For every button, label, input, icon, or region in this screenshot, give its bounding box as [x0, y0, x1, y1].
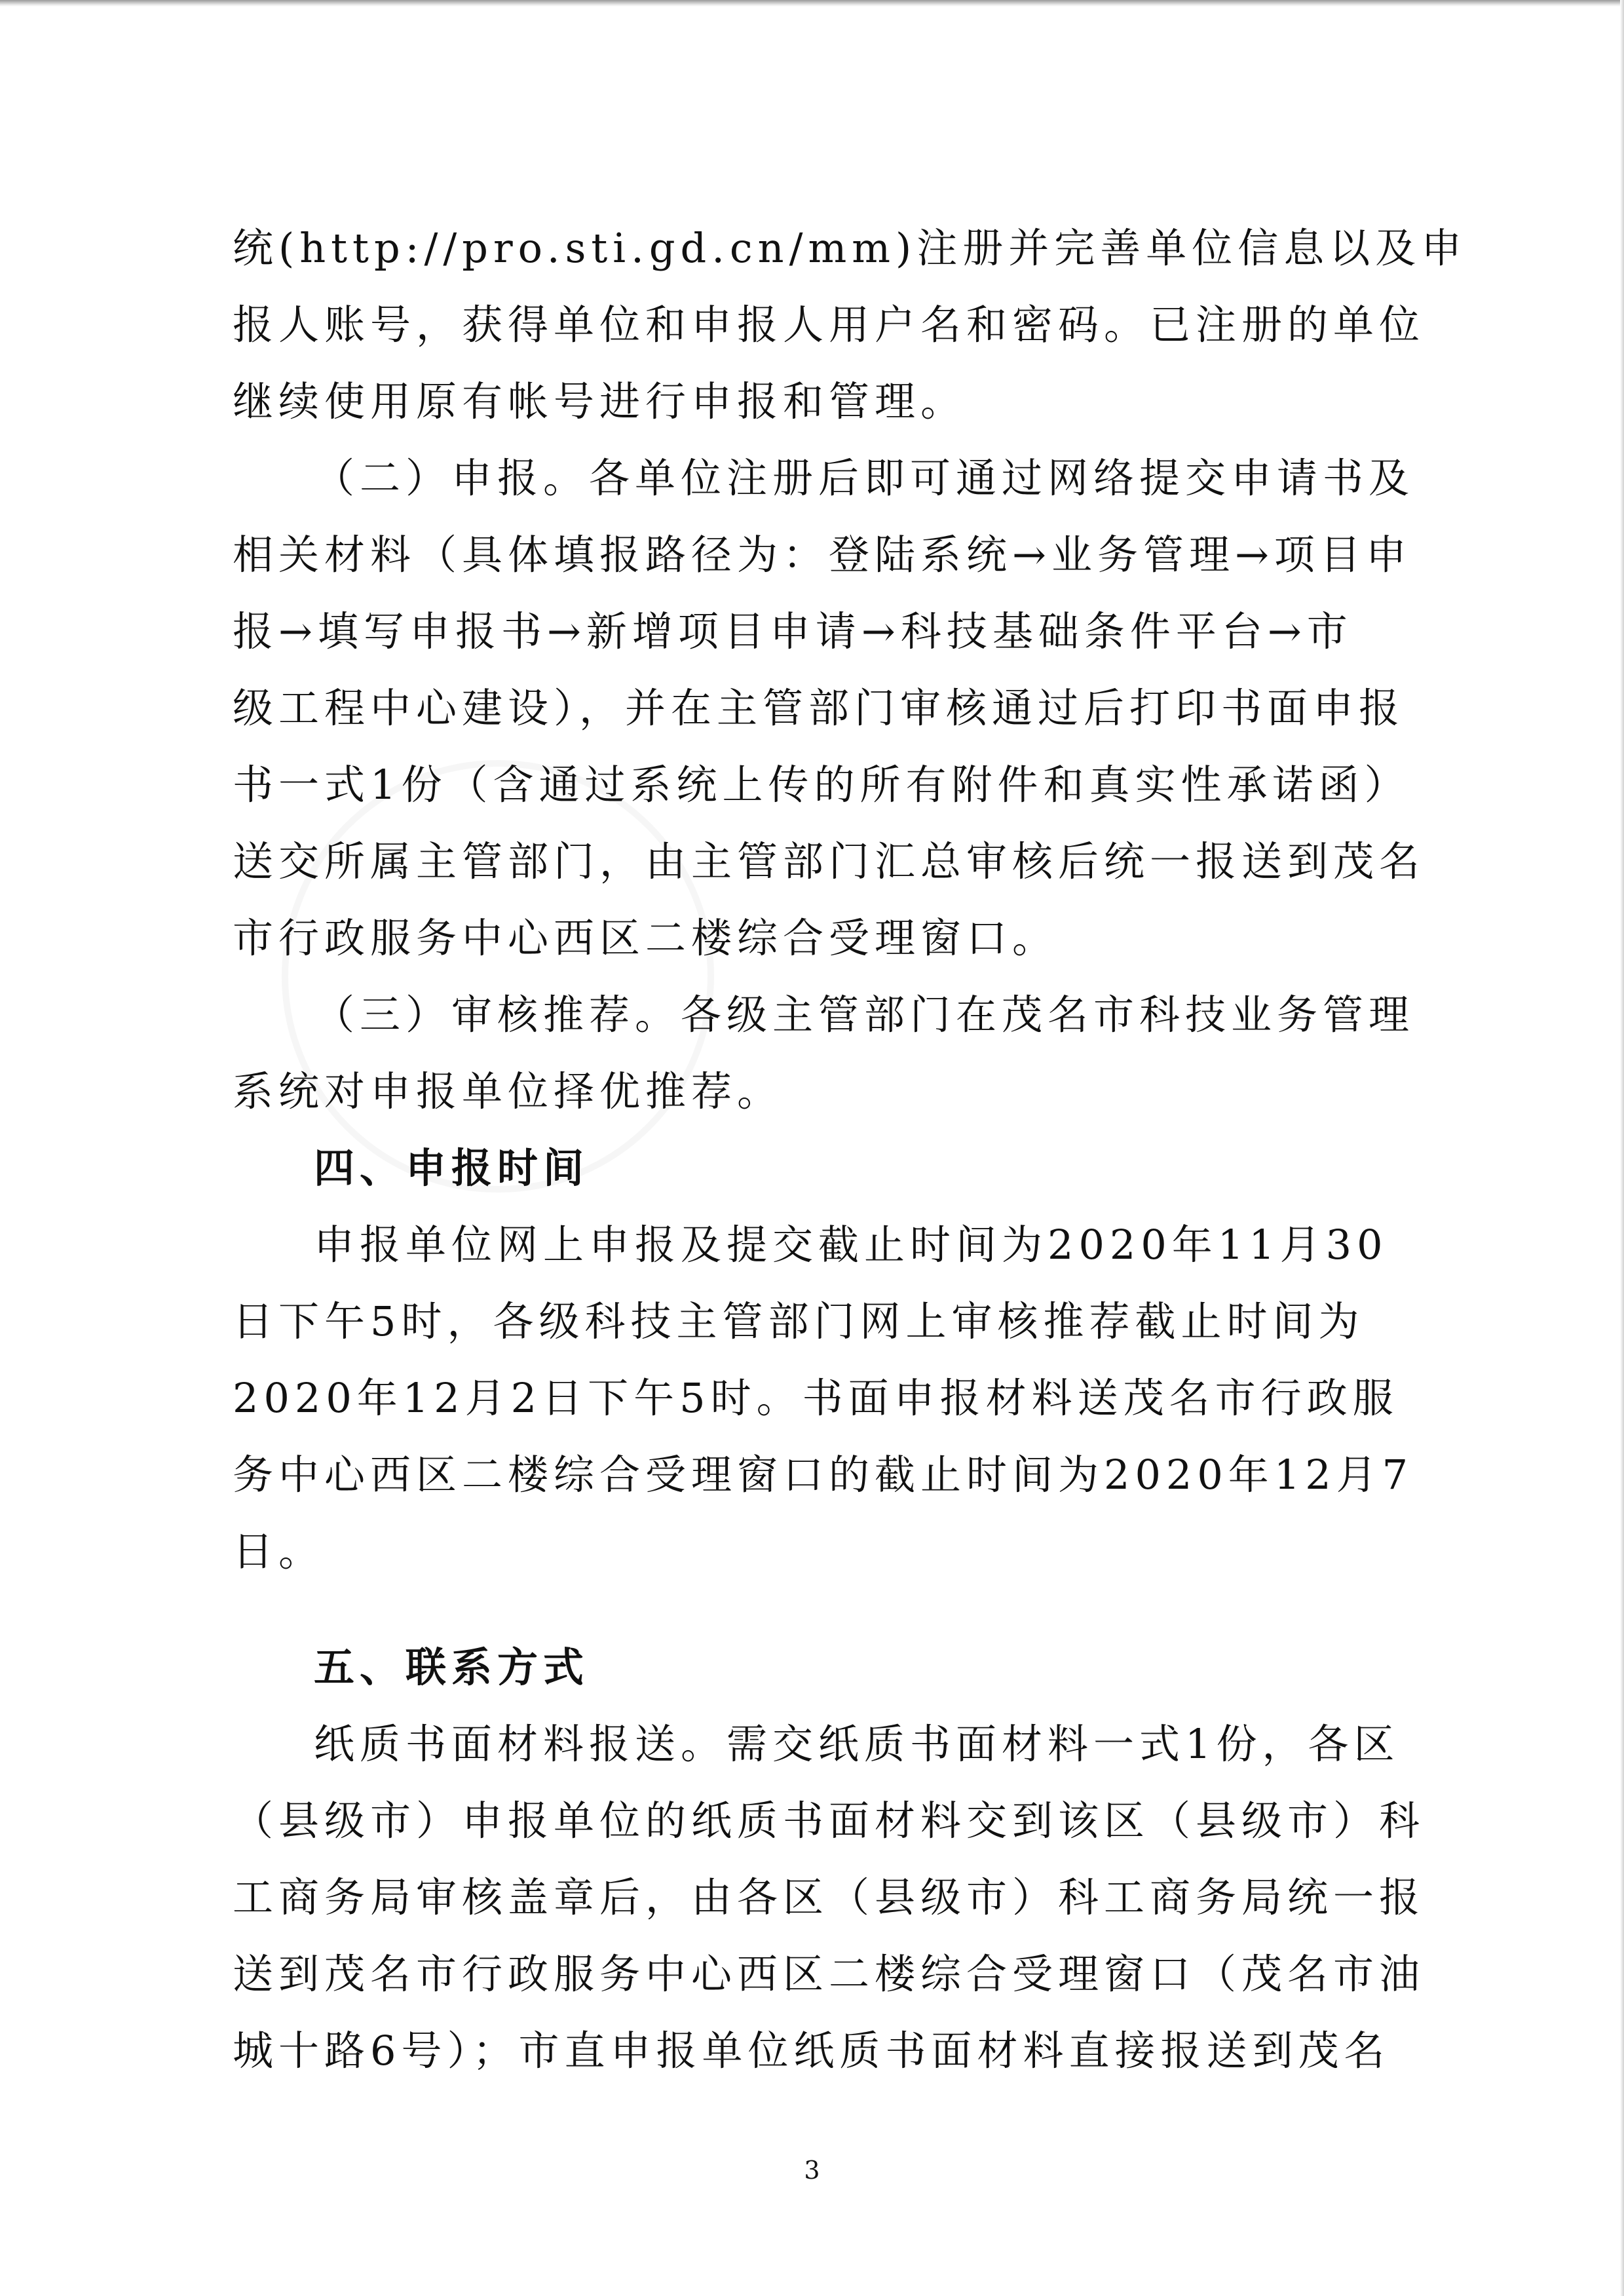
- scan-edge-top: [0, 0, 1624, 7]
- paragraph-line: 市行政服务中心西区二楼综合受理窗口。: [233, 914, 1059, 962]
- paragraph-line: 工商务局审核盖章后，由各区（县级市）科工商务局统一报: [233, 1873, 1426, 1921]
- paragraph-line: 日。: [233, 1527, 325, 1575]
- section-gap: [233, 1590, 1369, 1629]
- paragraph-line: 相关材料（具体填报路径为：登陆系统→业务管理→项目申: [233, 531, 1412, 579]
- paragraph-line: 送到茂名市行政服务中心西区二楼综合受理窗口（茂名市油: [233, 1950, 1426, 1998]
- paragraph-line: 2020年12月2日下午5时。书面申报材料送茂名市行政服: [233, 1374, 1399, 1422]
- paragraph-line: 务中心西区二楼综合受理窗口的截止时间为2020年12月7: [233, 1451, 1414, 1499]
- scan-edge-right: [1620, 0, 1624, 2296]
- paragraph-line: 级工程中心建设），并在主管部门审核通过后打印书面申报: [233, 684, 1405, 732]
- paragraph-line: 纸质书面材料报送。需交纸质书面材料一式1份，各区: [314, 1720, 1400, 1768]
- paragraph-line: 日下午5时，各级科技主管部门网上审核推荐截止时间为: [233, 1297, 1365, 1345]
- paragraph-line: （二）申报。各单位注册后即可通过网络提交申请书及: [314, 454, 1415, 502]
- paragraph-line: 继续使用原有帐号进行申报和管理。: [233, 377, 967, 425]
- paragraph-line: 报→填写申报书→新增项目申请→科技基础条件平台→市: [233, 607, 1353, 655]
- paragraph-line: 书一式1份（含通过系统上传的所有附件和真实性承诺函）: [233, 761, 1410, 809]
- document-body: [233, 210, 1467, 2089]
- paragraph-line: 报人账号，获得单位和申报人用户名和密码。已注册的单位: [233, 301, 1426, 349]
- section-heading: 五、联系方式: [314, 1643, 590, 1691]
- paragraph-line: 系统对申报单位择优推荐。: [233, 1067, 784, 1115]
- paragraph-line: （县级市）申报单位的纸质书面材料交到该区（县级市）科: [233, 1797, 1426, 1845]
- section-heading: 四、申报时间: [314, 1144, 590, 1192]
- paragraph-line: 统(http://pro.sti.gd.cn/mm)注册并完善单位信息以及申: [233, 224, 1467, 272]
- paragraph-line: 送交所属主管部门，由主管部门汇总审核后统一报送到茂名: [233, 837, 1426, 885]
- paragraph-line: 申报单位网上申报及提交截止时间为2020年11月30: [314, 1221, 1388, 1269]
- paragraph-line: 城十路6号）；市直申报单位纸质书面材料直接报送到茂名: [233, 2027, 1390, 2075]
- page-number: 3: [804, 2156, 820, 2185]
- paragraph-line: （三）审核推荐。各级主管部门在茂名市科技业务管理: [314, 991, 1415, 1039]
